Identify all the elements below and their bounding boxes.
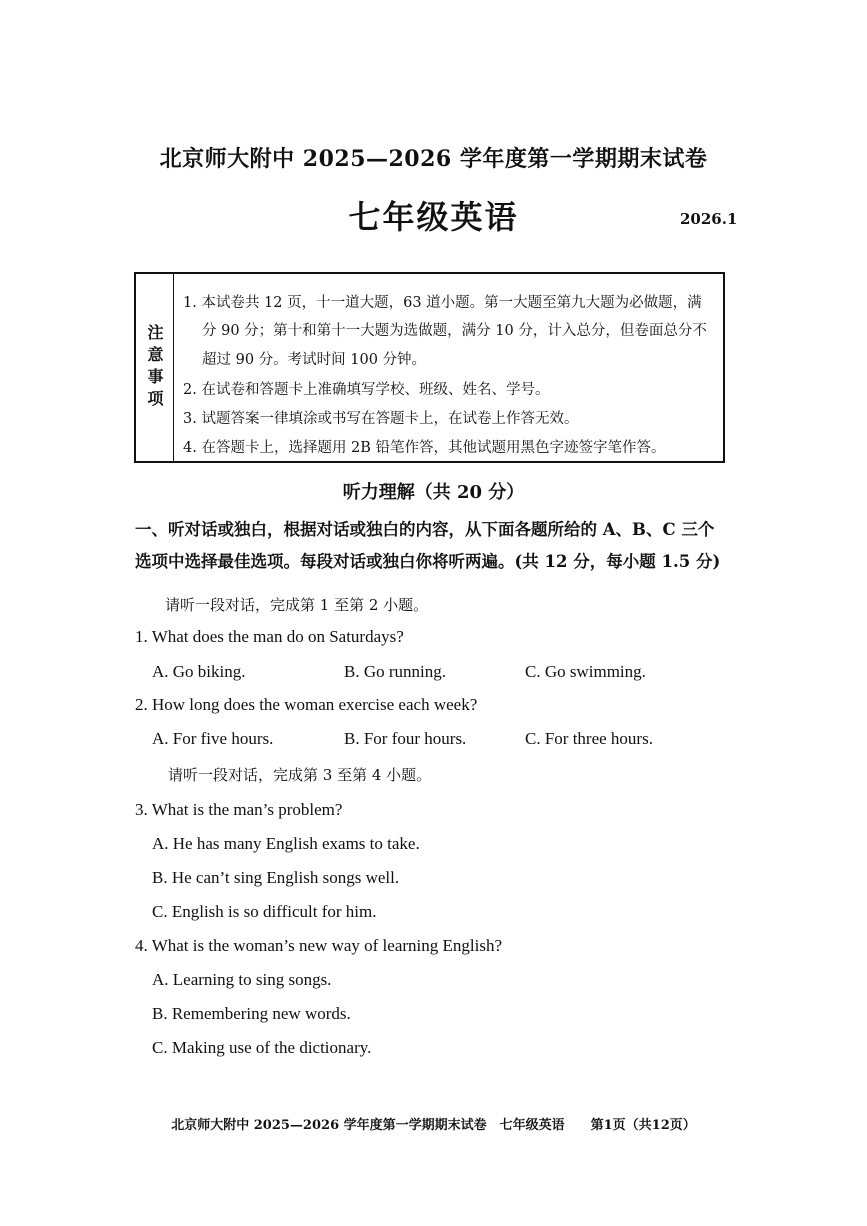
notice-box (134, 272, 725, 463)
notice-line: 1. 本试卷共 12 页，十一道大题，63 道小题。第一大题至第九大题为必做题，满 (183, 295, 702, 311)
notice-line: 2. 在试卷和答题卡上准确填写学校、班级、姓名、学号。 (183, 382, 550, 398)
section-title: 听力理解（共 20 分） (342, 482, 525, 503)
notice-line: 3. 试题答案一律填涂或书写在答题卡上，在试卷上作答无效。 (183, 411, 579, 427)
option-c: C. Making use of the dictionary. (152, 1038, 372, 1057)
notice-line: 4. 在答题卡上，选择题用 2B 铅笔作答，其他试题用黑色字迹签字笔作答。 (183, 440, 666, 456)
dialog-note: 请听一段对话，完成第 3 至第 4 小题。 (168, 766, 432, 784)
exam-title: 北京师大附中 2025—2026 学年度第一学期期末试卷 (159, 146, 708, 172)
option-c: C. English is so difficult for him. (152, 902, 377, 921)
option-a: A. For five hours. (152, 729, 274, 748)
exam-date: 2026.1 (680, 210, 738, 228)
notice-line: 分 90 分；第十和第十一大题为选做题，满分 10 分，计入总分，但卷面总分不 (202, 323, 707, 339)
exam-subject: 七年级英语 (348, 198, 519, 236)
question-text: 1. What does the man do on Saturdays? (135, 627, 404, 646)
notice-line: 超过 90 分。考试时间 100 分钟。 (202, 352, 427, 368)
option-a: A. He has many English exams to take. (152, 834, 420, 853)
option-c: C. Go swimming. (525, 662, 646, 681)
notice-label (136, 274, 174, 461)
option-b: B. He can’t sing English songs well. (152, 868, 400, 887)
option-b: B. For four hours. (344, 729, 467, 748)
option-c: C. For three hours. (525, 729, 653, 748)
question-text: 4. What is the woman’s new way of learning English? (135, 936, 502, 955)
question-text: 3. What is the man’s problem? (135, 800, 343, 819)
option-a: A. Go biking. (152, 662, 246, 681)
option-b: B. Remembering new words. (152, 1004, 351, 1023)
question-text: 2. How long does the woman exercise each week? (135, 695, 478, 714)
section-instruction-line2: 选项中选择最佳选项。每段对话或独白你将听两遍。(共 12 分，每小题 1.5 分) (135, 552, 721, 571)
dialog-note: 请听一段对话，完成第 1 至第 2 小题。 (165, 596, 429, 614)
option-a: A. Learning to sing songs. (152, 970, 332, 989)
page-footer: 北京师大附中 2025—2026 学年度第一学期期末试卷 七年级英语 第1页（共12页） (171, 1118, 696, 1133)
option-b: B. Go running. (344, 662, 446, 681)
notice-label-text: 注意事项 (145, 323, 164, 412)
section-instruction-line1: 一、听对话或独白，根据对话或独白的内容，从下面各题所给的 A、B、C 三个 (135, 520, 715, 539)
